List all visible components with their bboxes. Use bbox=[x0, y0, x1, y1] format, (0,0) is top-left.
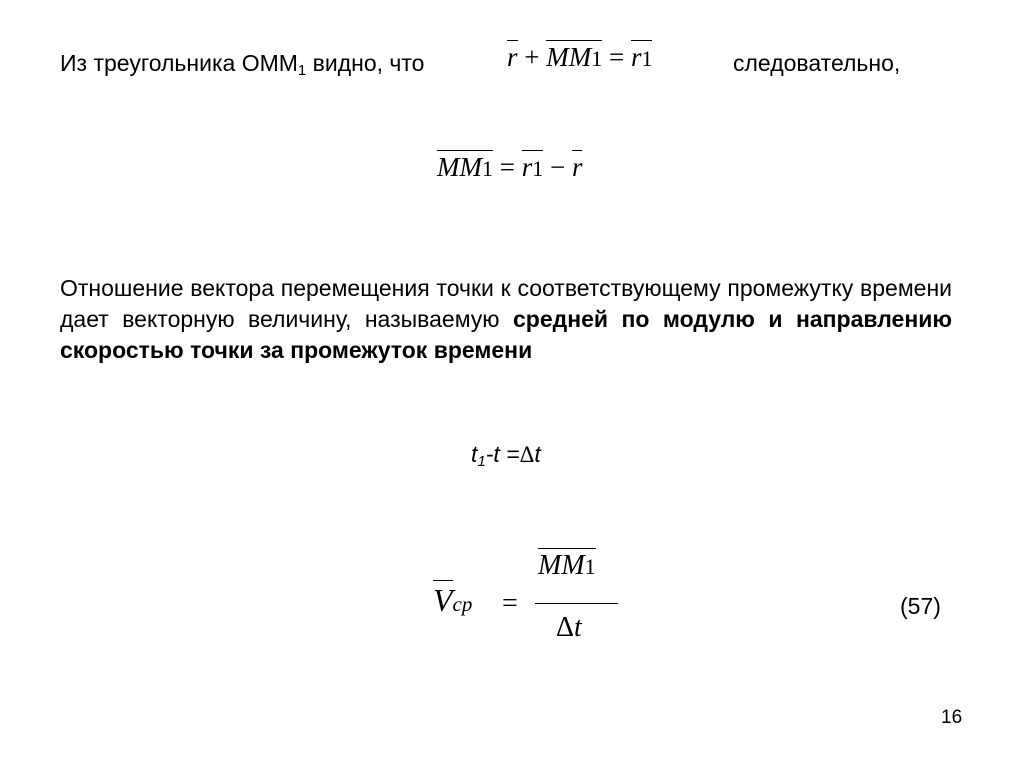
equation-4-lhs bbox=[433, 582, 472, 619]
eq1-r: r bbox=[507, 42, 518, 72]
intro-text bbox=[60, 50, 424, 79]
paragraph-bold: средней по модулю и направлению скоростью точки за промежуток времени bbox=[60, 306, 952, 363]
eq3-delta: Δ bbox=[519, 442, 535, 467]
eq3-t: t bbox=[534, 441, 541, 467]
eq4-num-mm: MM bbox=[538, 550, 585, 581]
eq2-r: r bbox=[571, 152, 583, 182]
eq3-t1-sub: 1 bbox=[477, 453, 486, 470]
eq1-equals: = bbox=[608, 42, 625, 72]
eq1-mm-sub: 1 bbox=[591, 46, 603, 71]
eq2-r1-sub: 1 bbox=[532, 156, 544, 181]
eq2-equals: = bbox=[499, 152, 515, 182]
eq2-mm-sub: 1 bbox=[481, 156, 493, 181]
definition-paragraph bbox=[60, 273, 952, 366]
eq1-r1-sub: 1 bbox=[641, 46, 653, 71]
intro-text-after: видно, что bbox=[306, 50, 425, 76]
equation-3 bbox=[471, 441, 541, 470]
eq3-t1: t bbox=[471, 441, 478, 467]
equation-1 bbox=[507, 42, 652, 73]
eq4-num-sub: 1 bbox=[584, 554, 596, 579]
equation-number: (57) bbox=[900, 593, 941, 619]
eq4-equals: = bbox=[502, 588, 518, 619]
fraction-bar bbox=[535, 603, 618, 604]
eq4-denominator bbox=[556, 612, 582, 644]
eq2-r1: r bbox=[521, 152, 533, 182]
conclusion-text: следовательно, bbox=[733, 50, 901, 76]
page-number: 16 bbox=[941, 707, 963, 728]
paragraph-normal: Отношение вектора перемещения точки к соответствующему промежутку времени дает векторную величину, называемую bbox=[60, 275, 952, 332]
eq1-mm: MM bbox=[546, 42, 592, 72]
eq3-rest: -t = bbox=[485, 441, 520, 467]
eq1-r1: r bbox=[630, 42, 642, 72]
eq2-minus: − bbox=[549, 152, 566, 182]
eq1-plus: + bbox=[524, 42, 540, 72]
eq4-den-delta: Δ bbox=[556, 612, 575, 643]
equation-2 bbox=[437, 152, 582, 183]
eq4-numerator bbox=[538, 550, 596, 582]
intro-text-before: Из треугольника ОММ bbox=[60, 50, 298, 76]
intro-subscript: 1 bbox=[297, 62, 307, 79]
eq2-mm: MM bbox=[437, 152, 482, 182]
eq4-v: V bbox=[433, 582, 453, 618]
eq4-v-sub: cp bbox=[452, 592, 473, 616]
eq4-den-t: t bbox=[574, 612, 582, 643]
